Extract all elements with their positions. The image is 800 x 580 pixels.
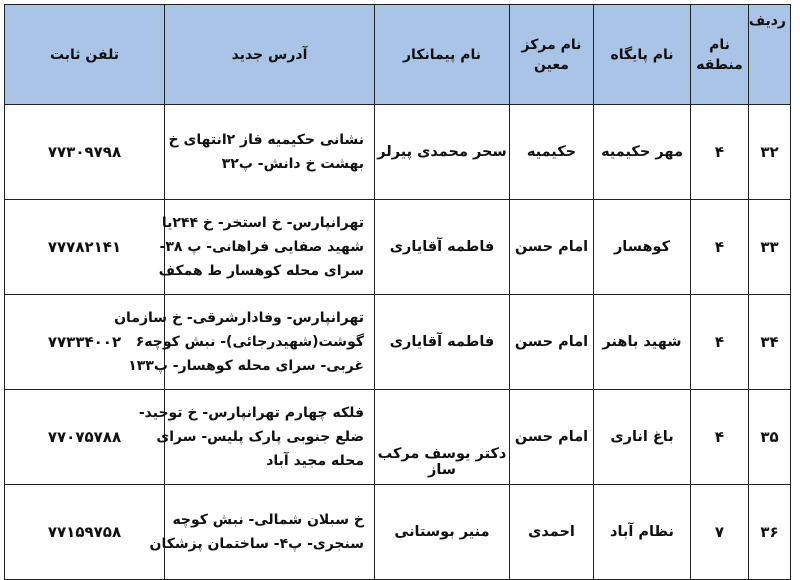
cell-address: [158, 200, 375, 295]
health-centers-table: [4, 4, 791, 580]
address-line: تهرانپارس- خ استخر- خ ۲۴۴یا: [161, 215, 364, 231]
header-paygah: نام پایگاه: [594, 5, 691, 105]
cell-paygah: کوهسار: [594, 200, 691, 295]
header-phone: تلفن ثابت: [5, 5, 165, 105]
header-peymankar: نام پیمانکار: [375, 5, 510, 105]
cell-phone: ۷۷۷۸۲۱۴۱: [5, 200, 165, 295]
cell-radif: ۳۴: [749, 295, 791, 390]
cell-markaz: امام حسن: [510, 295, 594, 390]
header-row: [5, 5, 791, 105]
cell-peymankar: دکتر یوسف مرکب ساز: [375, 390, 510, 485]
cell-markaz: امام حسن: [510, 200, 594, 295]
table-row: [5, 200, 791, 295]
cell-phone: ۷۷۱۵۹۷۵۸: [5, 485, 165, 580]
cell-phone: ۷۷۳۰۹۷۹۸: [5, 105, 165, 200]
cell-peymankar: منیر بوستانی: [375, 485, 510, 580]
address-line: غربی- سرای محله کوهسار- پ۱۳۳: [128, 358, 364, 374]
table-container: [4, 4, 790, 552]
cell-markaz: حکیمیه: [510, 105, 594, 200]
cell-address: [138, 390, 375, 485]
header-radif: ردیف: [749, 5, 791, 105]
address-line: فلکه چهارم تهرانپارس- خ توحید-: [138, 405, 364, 421]
address-line: خ سبلان شمالی- نبش کوچه: [172, 512, 364, 528]
address-line: نشانی حکیمیه فاز ۲انتهای خ: [168, 132, 364, 148]
table-row: [5, 105, 791, 200]
cell-radif: ۳۲: [749, 105, 791, 200]
cell-address: [165, 105, 375, 200]
cell-paygah: مهر حکیمیه: [594, 105, 691, 200]
header-mantaghe: نام منطقه: [691, 5, 749, 105]
cell-phone: ۷۷۳۳۴۰۰۲: [5, 295, 165, 390]
cell-address: [149, 485, 375, 580]
cell-radif: ۳۳: [749, 200, 791, 295]
cell-peymankar: فاطمه آقایاری: [375, 200, 510, 295]
address-line: سرای محله کوهسار ط همکف: [158, 263, 364, 279]
cell-paygah: باغ اناری: [594, 390, 691, 485]
cell-paygah: نظام آباد: [594, 485, 691, 580]
cell-mantaghe: ۴: [691, 200, 749, 295]
cell-address: [114, 295, 375, 390]
header-address: آدرس جدید: [165, 5, 375, 105]
cell-paygah: شهید باهنر: [594, 295, 691, 390]
address-line: محله مجید آباد: [266, 453, 364, 469]
cell-mantaghe: ۴: [691, 295, 749, 390]
cell-radif: ۳۶: [749, 485, 791, 580]
cell-mantaghe: ۴: [691, 390, 749, 485]
address-line: ضلع جنوبی پارک پلیس- سرای: [156, 429, 364, 445]
cell-radif: ۳۵: [749, 390, 791, 485]
table-row: [5, 295, 791, 390]
cell-markaz: احمدی: [510, 485, 594, 580]
cell-markaz: امام حسن: [510, 390, 594, 485]
address-line: تهرانپارس- وفادارشرقی- خ سازمان: [114, 310, 364, 326]
address-line: بهشت خ دانش- پ۳۲: [221, 156, 364, 172]
cell-peymankar: سحر محمدی پیرلر: [375, 105, 510, 200]
address-line: شهید صفایی فراهانی- پ ۳۸-: [159, 239, 364, 255]
address-line: گوشت(شهیدرجائی)- نبش کوچه۶: [135, 334, 364, 350]
header-markaz: نام مرکز معین: [510, 5, 594, 105]
table-row: [5, 390, 791, 485]
table-row: [5, 485, 791, 580]
cell-mantaghe: ۴: [691, 105, 749, 200]
address-line: سنجری- پ۴- ساختمان پزشکان: [149, 536, 364, 552]
cell-phone: ۷۷۰۷۵۷۸۸: [5, 390, 165, 485]
cell-mantaghe: ۷: [691, 485, 749, 580]
cell-peymankar: فاطمه آقایاری: [375, 295, 510, 390]
